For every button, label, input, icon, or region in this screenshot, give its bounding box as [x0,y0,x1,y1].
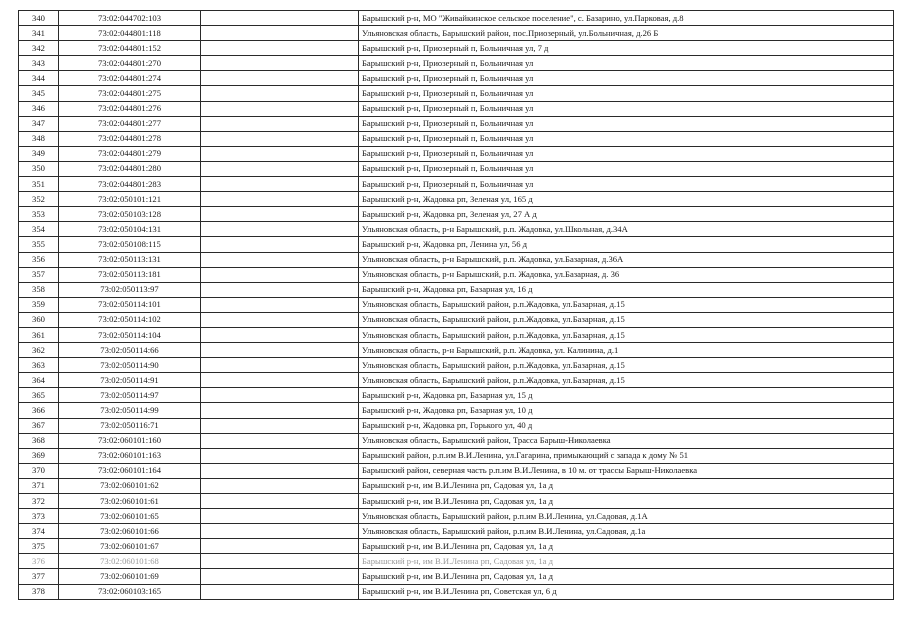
empty-cell [201,192,359,207]
address-cell: Ульяновская область, Барышский район, Трасса Барыш-Николаевка [359,433,894,448]
address-cell: Барышский р-н, Жадовка рп, Горького ул, 40 д [359,418,894,433]
empty-cell [201,86,359,101]
address-cell: Барышский р-н, им В.И.Ленина рп, Садовая ул, 1а д [359,569,894,584]
cadastral-number-cell: 73:02:050116:71 [59,418,201,433]
table-row [19,433,894,448]
cadastral-number-cell: 73:02:044801:278 [59,131,201,146]
cadastral-number-cell: 73:02:060101:68 [59,554,201,569]
empty-cell [201,584,359,599]
table-row [19,388,894,403]
cadastral-number-cell: 73:02:044801:275 [59,86,201,101]
table-row [19,222,894,237]
cadastral-number-cell: 73:02:044801:276 [59,101,201,116]
empty-cell [201,418,359,433]
cadastral-number-cell: 73:02:060101:160 [59,433,201,448]
empty-cell [201,524,359,539]
address-cell: Барышский р-н, им В.И.Ленина рп, Советская ул, 6 д [359,584,894,599]
table-row [19,56,894,71]
cadastral-number-cell: 73:02:050114:91 [59,373,201,388]
address-cell: Ульяновская область, р-н Барышский, р.п. Жадовка, ул.Базарная, д. 36 [359,267,894,282]
cadastral-number-cell: 73:02:044702:103 [59,11,201,26]
row-number-cell: 343 [19,56,59,71]
row-number-cell: 378 [19,584,59,599]
row-number-cell: 373 [19,509,59,524]
table-row [19,418,894,433]
table-row [19,237,894,252]
cadastral-number-cell: 73:02:050114:102 [59,312,201,327]
row-number-cell: 372 [19,494,59,509]
address-cell: Барышский р-н, Приозерный п, Больничная ул [359,131,894,146]
empty-cell [201,388,359,403]
cadastral-number-cell: 73:02:060101:69 [59,569,201,584]
empty-cell [201,509,359,524]
empty-cell [201,11,359,26]
row-number-cell: 352 [19,192,59,207]
address-cell: Ульяновская область, р-н Барышский, р.п. Жадовка, ул.Базарная, д.36А [359,252,894,267]
row-number-cell: 349 [19,146,59,161]
address-cell: Ульяновская область, Барышский район, р.п.Жадовка, ул.Базарная, д.15 [359,373,894,388]
table-row [19,403,894,418]
empty-cell [201,358,359,373]
empty-cell [201,116,359,131]
table-row [19,192,894,207]
cadastral-registry-table [18,10,894,600]
row-number-cell: 346 [19,101,59,116]
table-row [19,297,894,312]
row-number-cell: 348 [19,131,59,146]
cadastral-number-cell: 73:02:050113:131 [59,252,201,267]
table-row [19,26,894,41]
cadastral-number-cell: 73:02:050103:128 [59,207,201,222]
empty-cell [201,252,359,267]
address-cell: Ульяновская область, Барышский район, р.п.Жадовка, ул.Базарная, д.15 [359,358,894,373]
empty-cell [201,312,359,327]
empty-cell [201,161,359,176]
row-number-cell: 347 [19,116,59,131]
address-cell: Барышский р-н, им В.И.Ленина рп, Садовая ул, 1а д [359,478,894,493]
empty-cell [201,222,359,237]
table-row [19,101,894,116]
address-cell: Барышский р-н, Жадовка рп, Базарная ул, 10 д [359,403,894,418]
row-number-cell: 370 [19,463,59,478]
empty-cell [201,237,359,252]
address-cell: Ульяновская область, Барышский район, р.п.им В.И.Ленина, ул.Садовая, д.1а [359,524,894,539]
row-number-cell: 362 [19,343,59,358]
empty-cell [201,56,359,71]
address-cell: Ульяновская область, р-н Барышский, р.п. Жадовка, ул. Калинина, д.1 [359,343,894,358]
address-cell: Ульяновская область, Барышский район, р.п.им В.И.Ленина, ул.Садовая, д.1А [359,509,894,524]
address-cell: Барышский р-н, Приозерный п, Больничная ул [359,101,894,116]
table-row [19,71,894,86]
cadastral-number-cell: 73:02:044801:152 [59,41,201,56]
row-number-cell: 356 [19,252,59,267]
empty-cell [201,463,359,478]
empty-cell [201,494,359,509]
empty-cell [201,26,359,41]
cadastral-number-cell: 73:02:060101:164 [59,463,201,478]
table-row [19,358,894,373]
empty-cell [201,282,359,297]
row-number-cell: 341 [19,26,59,41]
address-cell: Барышский р-н, им В.И.Ленина рп, Садовая ул, 1а д [359,554,894,569]
row-number-cell: 367 [19,418,59,433]
empty-cell [201,539,359,554]
table-row [19,373,894,388]
cadastral-number-cell: 73:02:050104:131 [59,222,201,237]
cadastral-number-cell: 73:02:060101:67 [59,539,201,554]
empty-cell [201,71,359,86]
table-row [19,41,894,56]
table-row [19,116,894,131]
empty-cell [201,569,359,584]
address-cell: Барышский р-н, Жадовка рп, Зеленая ул, 27 А д [359,207,894,222]
cadastral-number-cell: 73:02:060101:66 [59,524,201,539]
row-number-cell: 354 [19,222,59,237]
table-row [19,569,894,584]
cadastral-number-cell: 73:02:050101:121 [59,192,201,207]
table-row [19,252,894,267]
address-cell: Барышский р-н, Приозерный п, Больничная ул [359,71,894,86]
row-number-cell: 358 [19,282,59,297]
empty-cell [201,297,359,312]
cadastral-number-cell: 73:02:044801:270 [59,56,201,71]
address-cell: Барышский р-н, Жадовка рп, Ленина ул, 56 д [359,237,894,252]
table-row [19,146,894,161]
address-cell: Барышский р-н, Приозерный п, Больничная ул [359,161,894,176]
table-row [19,524,894,539]
cadastral-number-cell: 73:02:050113:97 [59,282,201,297]
address-cell: Ульяновская область, Барышский район, р.п.Жадовка, ул.Базарная, д.15 [359,312,894,327]
cadastral-number-cell: 73:02:060101:163 [59,448,201,463]
cadastral-number-cell: 73:02:060101:61 [59,494,201,509]
empty-cell [201,433,359,448]
row-number-cell: 371 [19,478,59,493]
table-row [19,584,894,599]
table-row [19,509,894,524]
table-row [19,312,894,327]
row-number-cell: 365 [19,388,59,403]
table-row [19,207,894,222]
address-cell: Барышский р-н, Жадовка рп, Зеленая ул, 165 д [359,192,894,207]
empty-cell [201,448,359,463]
row-number-cell: 375 [19,539,59,554]
empty-cell [201,146,359,161]
row-number-cell: 368 [19,433,59,448]
row-number-cell: 374 [19,524,59,539]
table-row [19,448,894,463]
address-cell: Барышский р-н, Приозерный п, Больничная ул, 7 д [359,41,894,56]
address-cell: Барышский р-н, Приозерный п, Больничная ул [359,177,894,192]
row-number-cell: 353 [19,207,59,222]
cadastral-number-cell: 73:02:044801:118 [59,26,201,41]
row-number-cell: 345 [19,86,59,101]
address-cell: Барышский р-н, Приозерный п, Больничная ул [359,116,894,131]
table-row [19,327,894,342]
cadastral-number-cell: 73:02:044801:277 [59,116,201,131]
address-cell: Барышский район, р.п.им В.И.Ленина, ул.Гагарина, примыкающий с запада к дому № 51 [359,448,894,463]
empty-cell [201,131,359,146]
row-number-cell: 363 [19,358,59,373]
address-cell: Ульяновская область, р-н Барышский, р.п. Жадовка, ул.Школьная, д.34А [359,222,894,237]
table-row [19,267,894,282]
address-cell: Барышский р-н, Приозерный п, Больничная ул [359,86,894,101]
table-row [19,86,894,101]
table-row [19,494,894,509]
empty-cell [201,267,359,282]
row-number-cell: 342 [19,41,59,56]
cadastral-number-cell: 73:02:050114:90 [59,358,201,373]
empty-cell [201,41,359,56]
cadastral-number-cell: 73:02:060101:65 [59,509,201,524]
table-row [19,131,894,146]
empty-cell [201,207,359,222]
cadastral-number-cell: 73:02:044801:279 [59,146,201,161]
row-number-cell: 359 [19,297,59,312]
row-number-cell: 355 [19,237,59,252]
address-cell: Барышский район, северная часть р.п.им В.И.Ленина, в 10 м. от трассы Барыш-Николаевка [359,463,894,478]
cadastral-number-cell: 73:02:044801:283 [59,177,201,192]
empty-cell [201,101,359,116]
cadastral-number-cell: 73:02:060103:165 [59,584,201,599]
empty-cell [201,327,359,342]
row-number-cell: 340 [19,11,59,26]
table-row [19,161,894,176]
row-number-cell: 377 [19,569,59,584]
cadastral-number-cell: 73:02:044801:280 [59,161,201,176]
table-row [19,177,894,192]
table-row [19,539,894,554]
address-cell: Барышский р-н, Жадовка рп, Базарная ул, 16 д [359,282,894,297]
table-row [19,463,894,478]
cadastral-number-cell: 73:02:050114:66 [59,343,201,358]
cadastral-number-cell: 73:02:050113:181 [59,267,201,282]
cadastral-number-cell: 73:02:050114:97 [59,388,201,403]
address-cell: Ульяновская область, Барышский район, р.п.Жадовка, ул.Базарная, д.15 [359,297,894,312]
row-number-cell: 369 [19,448,59,463]
row-number-cell: 360 [19,312,59,327]
address-cell: Барышский р-н, МО "Живайкинское сельское поселение", с. Базарино, ул.Парковая, д.8 [359,11,894,26]
cadastral-number-cell: 73:02:050114:101 [59,297,201,312]
empty-cell [201,373,359,388]
row-number-cell: 344 [19,71,59,86]
table-row [19,343,894,358]
row-number-cell: 366 [19,403,59,418]
row-number-cell: 351 [19,177,59,192]
table-row [19,282,894,297]
cadastral-number-cell: 73:02:044801:274 [59,71,201,86]
cadastral-number-cell: 73:02:050114:99 [59,403,201,418]
empty-cell [201,403,359,418]
table-row [19,554,894,569]
empty-cell [201,343,359,358]
row-number-cell: 376 [19,554,59,569]
empty-cell [201,177,359,192]
address-cell: Барышский р-н, им В.И.Ленина рп, Садовая ул, 1а д [359,539,894,554]
address-cell: Барышский р-н, Приозерный п, Больничная ул [359,56,894,71]
empty-cell [201,478,359,493]
cadastral-number-cell: 73:02:060101:62 [59,478,201,493]
row-number-cell: 361 [19,327,59,342]
table-row [19,11,894,26]
address-cell: Барышский р-н, Жадовка рп, Базарная ул, 15 д [359,388,894,403]
empty-cell [201,554,359,569]
address-cell: Ульяновская область, Барышский район, р.п.Жадовка, ул.Базарная, д.15 [359,327,894,342]
cadastral-number-cell: 73:02:050114:104 [59,327,201,342]
row-number-cell: 364 [19,373,59,388]
cadastral-number-cell: 73:02:050108:115 [59,237,201,252]
address-cell: Ульяновская область, Барышский район, пос.Приозерный, ул.Больничная, д.26 Б [359,26,894,41]
row-number-cell: 357 [19,267,59,282]
table-body [19,11,894,600]
address-cell: Барышский р-н, Приозерный п, Больничная ул [359,146,894,161]
row-number-cell: 350 [19,161,59,176]
address-cell: Барышский р-н, им В.И.Ленина рп, Садовая ул, 1а д [359,494,894,509]
table-row [19,478,894,493]
